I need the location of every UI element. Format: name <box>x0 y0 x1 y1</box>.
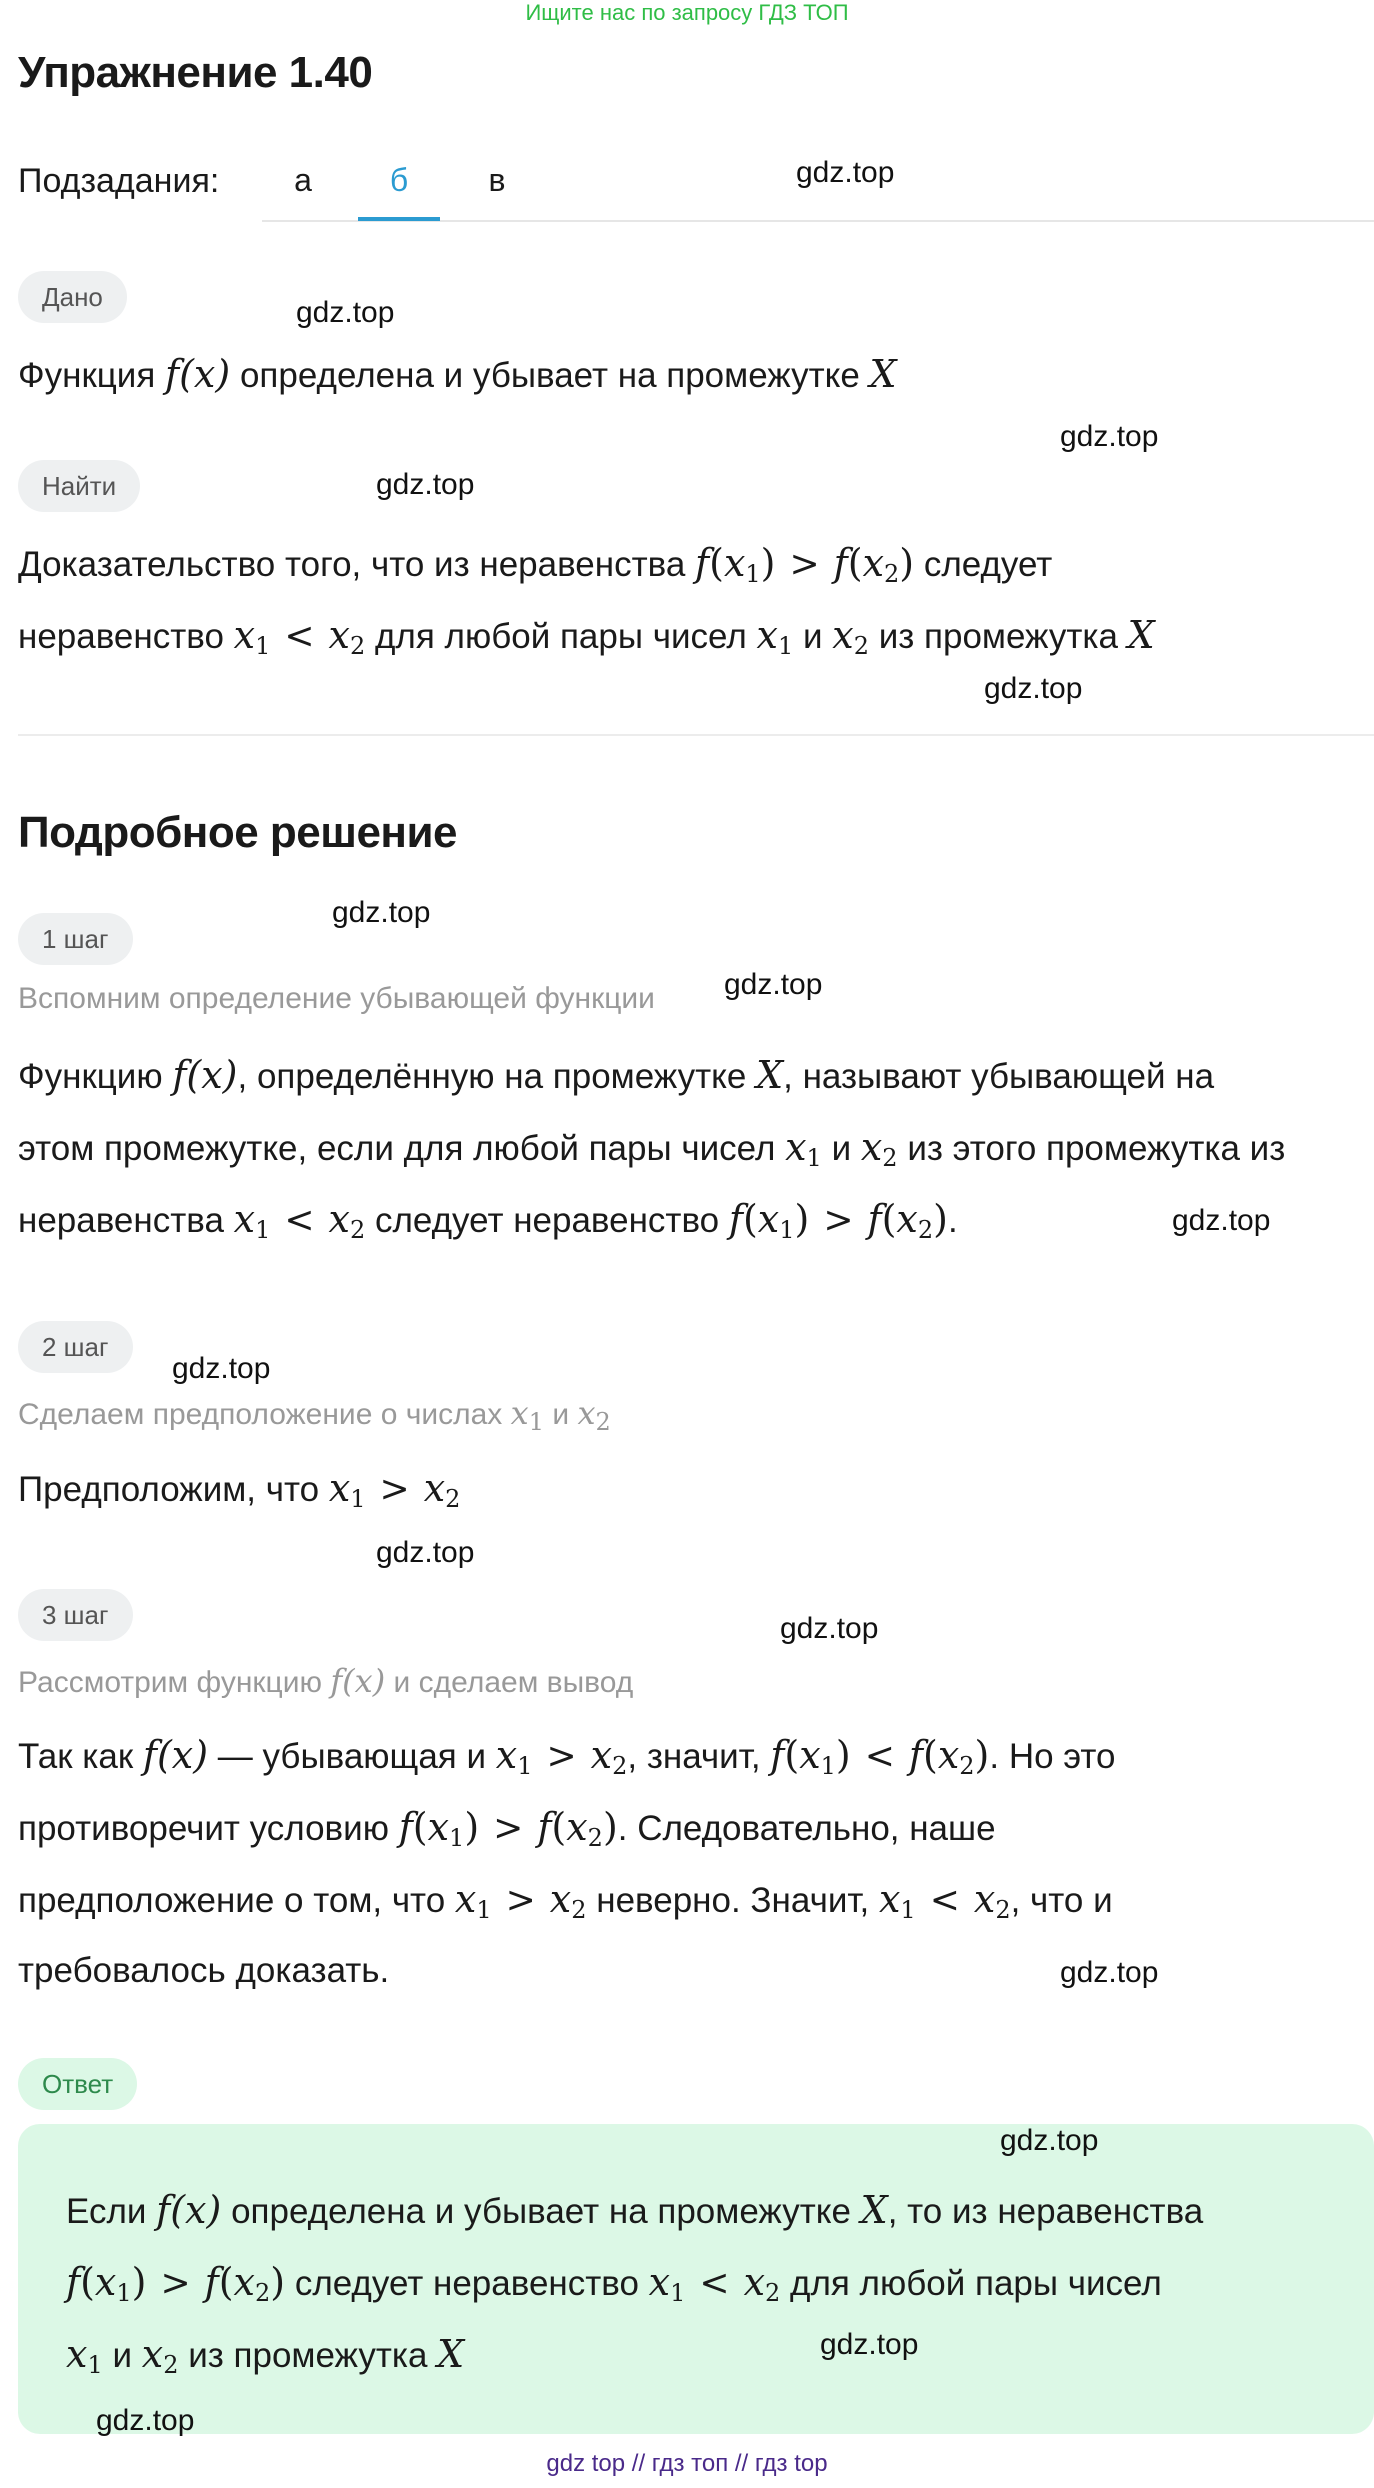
tab-b[interactable]: б <box>389 162 409 198</box>
watermark: gdz.top <box>984 672 1083 705</box>
step-3-label: 3 шаг <box>18 1589 133 1641</box>
answer-line-2: $f(x_1) > f(x_2)$ следует неравенство $x_1 < x_2$ для любой пары чисел <box>66 2260 1162 2307</box>
step-3-line-2: противоречит условию $f(x_1) > f(x_2)$. Следовательно, наше <box>18 1805 996 1852</box>
watermark: gdz.top <box>1060 1956 1159 1989</box>
watermark: gdz.top <box>1000 2124 1099 2157</box>
watermark: gdz.top <box>1060 420 1159 453</box>
step-1-line-1: Функцию f(x), определённую на промежутке X, называют убывающей на <box>18 1053 1215 1097</box>
watermark: gdz.top <box>296 296 395 329</box>
step-1-badge <box>18 913 133 965</box>
given-badge <box>18 271 127 323</box>
answer-line-3: $x_1$ и $x_2$ из промежутка X <box>66 2332 465 2379</box>
watermark: gdz.top <box>332 896 431 929</box>
watermark: gdz.top <box>724 968 823 1001</box>
find-label: Найти <box>18 460 140 512</box>
answer-line-1: Если f(x) определена и убывает на промежутке X, то из неравенства <box>66 2188 1204 2232</box>
solution-title: Подробное решение <box>18 808 458 857</box>
step-2-label: 2 шаг <box>18 1321 133 1373</box>
step-1-line-2: этом промежутке, если для любой пары чисел $x_1$ и $x_2$ из этого промежутка из <box>18 1125 1286 1172</box>
answer-badge <box>18 2058 137 2110</box>
tab-v[interactable]: в <box>488 162 506 198</box>
tab-a[interactable]: а <box>294 162 312 198</box>
watermark: gdz.top <box>172 1352 271 1385</box>
step-3-badge <box>18 1589 133 1641</box>
find-text-line-2: неравенство $x_1 < x_2$ для любой пары чисел $x_1$ и $x_2$ из промежутка X <box>18 613 1155 660</box>
step-1-label: 1 шаг <box>18 913 133 965</box>
step-1-line-3: неравенства $x_1 < x_2$ следует неравенство $f(x_1) > f(x_2)$. <box>18 1197 958 1244</box>
footer: gdz top // гдз топ // гдз top <box>546 2450 828 2477</box>
watermark: gdz.top <box>820 2328 919 2361</box>
answer-label: Ответ <box>18 2058 137 2110</box>
section-divider <box>18 734 1374 736</box>
find-text-line-1: Доказательство того, что из неравенства $f(x_1) > f(x_2)$ следует <box>18 541 1053 588</box>
subtasks-label: Подзадания: <box>18 162 220 200</box>
step-1-description: Вспомним определение убывающей функции <box>18 982 655 1015</box>
find-badge <box>18 460 140 512</box>
top-banner: Ищите нас по запросу ГДЗ ТОП <box>525 0 849 25</box>
step-3-description: Рассмотрим функцию f(x) и сделаем вывод <box>18 1662 634 1700</box>
given-label: Дано <box>18 271 127 323</box>
watermark: gdz.top <box>1172 1204 1271 1237</box>
watermark: gdz.top <box>96 2404 195 2437</box>
watermark: gdz.top <box>376 468 475 501</box>
watermark: gdz.top <box>376 1536 475 1569</box>
watermark: gdz.top <box>796 156 895 189</box>
given-text: Функция f(x) определена и убывает на промежутке X <box>18 352 897 396</box>
page-title: Упражнение 1.40 <box>18 48 373 97</box>
step-2-description: Сделаем предположение о числах $x_1$ и $x_2$ <box>18 1394 611 1436</box>
step-2-text: Предположим, что $x_1 > x_2$ <box>18 1466 461 1513</box>
step-3-line-4: требовалось доказать. <box>18 1951 390 1990</box>
step-2-badge <box>18 1321 133 1373</box>
watermark: gdz.top <box>780 1612 879 1645</box>
step-3-line-3: предположение о том, что $x_1 > x_2$ неверно. Значит, $x_1 < x_2$, что и <box>18 1877 1113 1924</box>
step-3-line-1: Так как f(x) — убывающая и $x_1 > x_2$, значит, $f(x_1) < f(x_2)$. Но это <box>18 1733 1116 1780</box>
active-tab-indicator <box>358 217 440 221</box>
